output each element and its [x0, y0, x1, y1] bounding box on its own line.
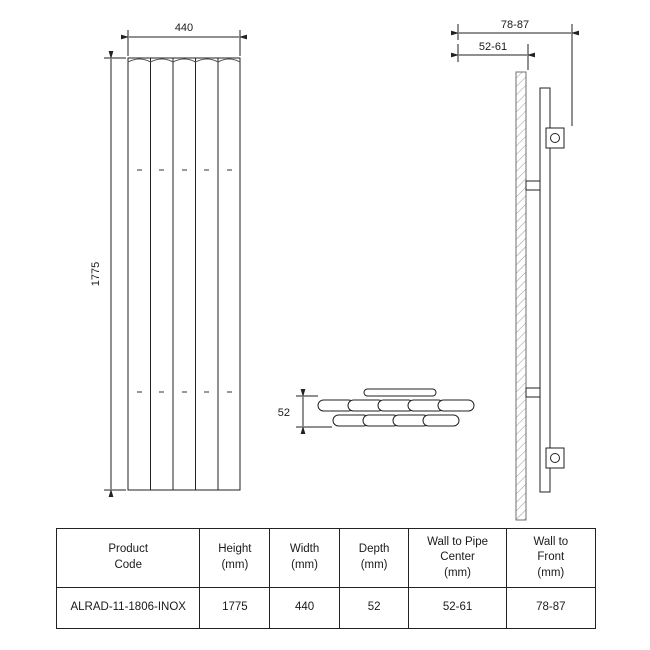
header-product-code	[57, 529, 200, 588]
header-wtp-line2: Center	[440, 551, 475, 564]
header-product-code-line2: Code	[114, 559, 142, 571]
dim-front-height: 1775	[90, 261, 102, 287]
header-wall-to-pipe-center	[409, 529, 506, 588]
header-wtf-line1: Wall to	[533, 535, 569, 548]
header-wtp-line1: Wall to Pipe	[427, 535, 489, 548]
header-height-line1: Height	[218, 543, 252, 556]
specification-table	[56, 528, 596, 629]
header-width-line2: (mm)	[291, 559, 318, 571]
header-depth	[339, 529, 409, 588]
header-wtp-line3: (mm)	[444, 566, 471, 579]
header-wall-to-front	[506, 529, 595, 588]
dim-wall-to-front: 78-87	[500, 19, 530, 31]
header-width	[270, 529, 340, 588]
header-product-code-line1: Product	[108, 543, 149, 556]
dim-front-width: 440	[174, 22, 194, 34]
cell-product-code: ALRAD-11-1806-INOX	[57, 588, 200, 629]
cell-wall-to-front: 78-87	[506, 588, 595, 629]
top-view	[296, 389, 474, 427]
cell-width: 440	[270, 588, 340, 629]
header-height	[200, 529, 270, 588]
header-height-line2: (mm)	[221, 559, 249, 571]
header-depth-line2: (mm)	[360, 559, 388, 571]
cell-height: 1775	[200, 588, 270, 629]
dim-top-depth: 52	[277, 407, 290, 419]
header-wtf-line3: (mm)	[537, 566, 565, 579]
side-view	[458, 24, 572, 520]
front-view	[104, 30, 240, 490]
table-row	[57, 588, 596, 629]
cell-depth: 52	[339, 588, 409, 629]
header-depth-line1: Depth	[358, 543, 390, 556]
dim-wall-to-pipe-center: 52-61	[478, 41, 508, 53]
cell-wall-to-pipe-center: 52-61	[409, 588, 506, 629]
header-width-line1: Width	[289, 543, 320, 556]
table-header-row	[57, 529, 596, 588]
header-wtf-line2: Front	[537, 551, 565, 564]
